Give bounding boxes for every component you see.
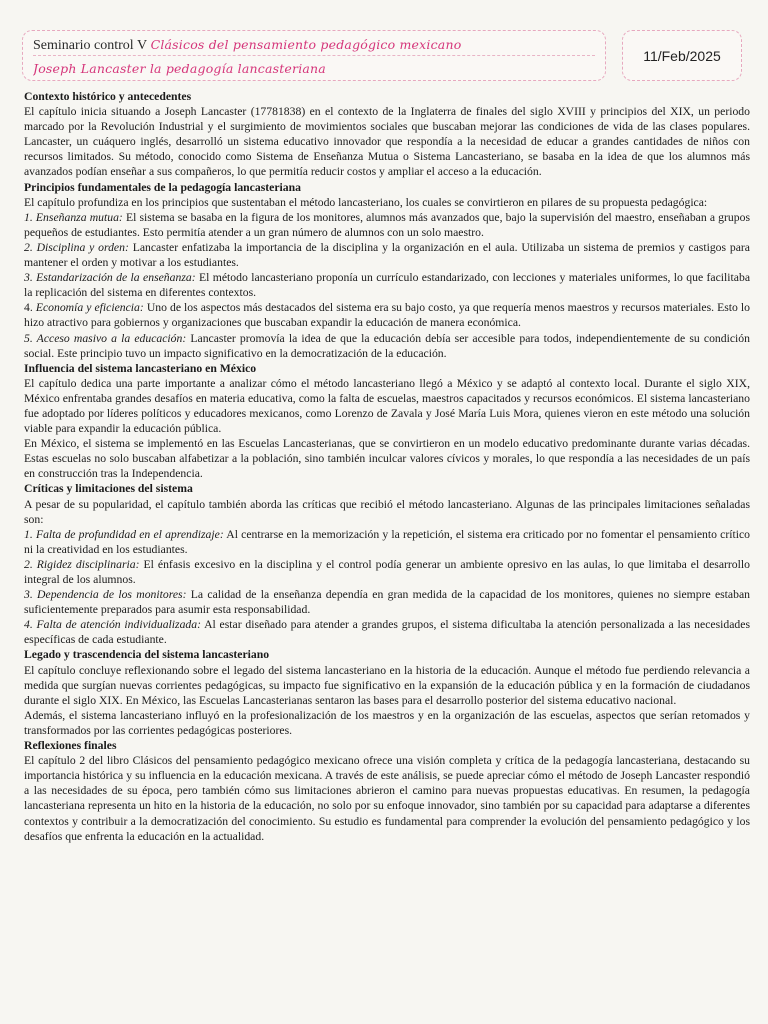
item-text: El sistema se basaba en la figura de los monitores, alumnos más avanzados que, bajo la supervisión del maestro, enseñaban a grupos pequeños de estudiantes. Esto permitía atender a un gran número de alumnos con un solo maestro. — [24, 210, 750, 239]
paragraph: En México, el sistema se implementó en las Escuelas Lancasterianas, que se convirtieron en un modelo educativo predominante durante varias décadas. Estas escuelas no solo buscaban alfabetizar a la población, sino también inculcar valores cívicos y morales, lo que respondía a las necesidades de un país en construcción tras la Independencia. — [24, 437, 750, 481]
item-lead: 2. Rigidez disciplinaria: — [24, 557, 140, 571]
item-text: Lancaster enfatizaba la importancia de la disciplina y la organización en el aula. Utilizaba un sistema de premios y castigos para mantener el orden y motivar a los estudiantes. — [24, 240, 750, 270]
section-heading: Principios fundamentales de la pedagogía lancasteriana — [24, 180, 301, 194]
date-box — [622, 30, 742, 81]
item-text: Uno de los aspectos más destacados del sistema era su bajo costo, ya que requería menos maestros y recursos materiales. Esto lo hizo atractivo para gobiernos y organizaciones que buscaban expandir la educación de manera económica. — [24, 301, 750, 330]
section-heading: Influencia del sistema lancasteriano en México — [24, 361, 257, 375]
item-text: Lancaster promovía la idea de que la educación debía ser accesible para todos, independientemente de su condición social. Este principio tuvo un impacto significativo en la democratización de la educación. — [24, 331, 750, 360]
item-lead: 4. Falta de atención individualizada: — [24, 618, 201, 632]
item-text: La calidad de la enseñanza dependía en gran medida de la capacidad de los monitores, quienes no siempre estaban suficientemente preparados para asumir esta responsabilidad. — [24, 588, 750, 617]
document-body — [24, 89, 750, 1014]
item-lead: 1. Falta de profundidad en el aprendizaje: — [24, 527, 224, 541]
item-lead: 3. Estandarización de la enseñanza: — [24, 271, 196, 285]
list-item — [24, 587, 750, 617]
section-heading: Reflexiones finales — [24, 739, 117, 753]
list-item — [24, 617, 750, 647]
item-text: El método lancasteriano proponía un currículo estandarizado, con lecciones y materiales uniformes, lo que facilitaba la replicación del sistema en diferentes contextos. — [24, 271, 750, 300]
paragraph: Además, el sistema lancasteriano influyó en la profesionalización de los maestros y en la organización de las escuelas, aspectos que serían retomados y transformados por las corrientes pedagógicas posteriores. — [24, 708, 750, 737]
title-line-1 — [33, 34, 595, 56]
document-date: 11/Feb/2025 — [643, 47, 721, 64]
title-box — [22, 30, 606, 81]
section-heading: Críticas y limitaciones del sistema — [24, 482, 193, 496]
list-item — [24, 300, 750, 330]
paragraph: A pesar de su popularidad, el capítulo también aborda las críticas que recibió el método lancasteriano. Algunas de las principales limitaciones señaladas son: — [24, 497, 750, 526]
item-text: Al estar diseñado para atender a grandes grupos, el sistema dificultaba la atención personalizada a las necesidades específicas de cada estudiante. — [24, 618, 750, 647]
list-item — [24, 210, 750, 240]
section-heading: Legado y trascendencia del sistema lancasteriano — [24, 648, 270, 662]
item-lead: 3. Dependencia de los monitores: — [24, 588, 187, 602]
paragraph: El capítulo profundiza en los principios que sustentaban el método lancasteriano, los cuales se convirtieron en pilares de su propuesta pedagógica: — [24, 195, 708, 209]
list-item — [24, 527, 750, 557]
paragraph: El capítulo 2 del libro Clásicos del pensamiento pedagógico mexicano ofrece una visión completa y crítica de la pedagogía lancasteriana, destacando su importancia histórica y su influencia en la educación mexicana. A través de este análisis, se puede apreciar cómo el método de Joseph Lancaster respondió a las necesidades de su época, pero también cómo sus limitaciones abrieron el camino para nuevas propuestas educativas. En resumen, la pedagogía lancasteriana representa un hito en la historia de la educación, no solo por su enfoque innovador, sino también por su capacidad para adaptarse a diferentes contextos y contribuir a la democratización del conocimiento. Su estudio es fundamental para comprender la evolución del pensamiento pedagógico y los desafíos que enfrenta la educación en la actualidad. — [24, 754, 750, 843]
paragraph: El capítulo concluye reflexionando sobre el legado del sistema lancasteriano en la historia de la educación. Aunque el método fue perdiendo relevancia a medida que surgían nuevas corrientes pedagógicas, su impacto fue significativo en la expansión de la educación pública y en la formación de ciudadanos durante el siglo XIX. En México, las Escuelas Lancasterianas sentaron las bases para el desarrollo posterior del sistema educativo nacional. — [24, 663, 750, 707]
item-text: El énfasis excesivo en la disciplina y el control podía generar un ambiente opresivo en las aulas, lo que limitaba el desarrollo integral de los alumnos. — [24, 557, 750, 586]
item-lead: 2. Disciplina y orden: — [24, 240, 129, 254]
list-item — [24, 557, 750, 587]
item-text: Al centrarse en la memorización y la repetición, el sistema era criticado por no fomentar el pensamiento crítico ni la creatividad en los estudiantes. — [24, 527, 750, 556]
section-heading: Contexto histórico y antecedentes — [24, 90, 192, 103]
paragraph: El capítulo inicia situando a Joseph Lancaster (17781838) en el contexto de la Inglaterra de finales del siglo XVIII y principios del XIX, un periodo marcado por la Revolución Industrial y el surgimiento de movimientos sociales que buscaban mejorar las condiciones de vida de las clases populares. Lancaster, un cuáquero inglés, desarrolló un sistema educativo innovador que respondía a la necesidad de educar a grandes cantidades de niños con recursos limitados. Su método, conocido como Sistema de Enseñanza Mutua o Sistema Lancasteriano, se basaba en la idea de que los alumnos más avanzados podían enseñar a sus compañeros, lo que permitía reducir costos y ampliar el acceso a la educación. — [24, 105, 750, 179]
topic-title: Joseph Lancaster la pedagogía lancasteriana — [33, 61, 326, 76]
book-subtitle: Clásicos del pensamiento pedagógico mexicano — [150, 37, 462, 52]
item-lead: Economía y eficiencia: — [35, 301, 144, 315]
item-lead: 1. Enseñanza mutua: — [24, 210, 123, 224]
item-lead: 5. Acceso masivo a la educación: — [24, 331, 187, 345]
item-number: 4. — [24, 301, 36, 315]
title-line-2 — [33, 58, 595, 79]
list-item — [24, 270, 750, 300]
paragraph: El capítulo dedica una parte importante a analizar cómo el método lancasteriano llegó a México y se adaptó al contexto local. Durante el siglo XIX, México enfrentaba grandes desafíos en materia educativa, como la falta de escuelas, maestros capacitados y recursos económicos. El sistema lancasteriano fue adoptado por líderes políticos y educadores mexicanos, como Lorenzo de Zavala y José María Luis Mora, quienes vieron en este método una solución viable para expandir la educación pública. — [24, 376, 750, 436]
list-item — [24, 331, 750, 361]
list-item — [24, 240, 750, 270]
course-name: Seminario control V — [33, 38, 148, 53]
